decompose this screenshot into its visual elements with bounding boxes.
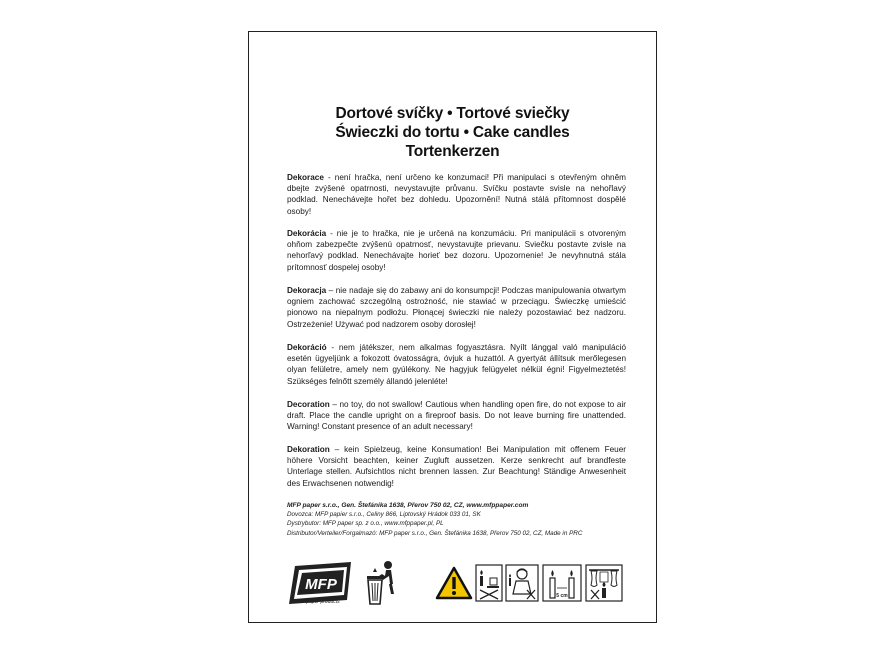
no-curtain-fire-icon [585,564,623,602]
paragraph-text: – nie nadaje się do zabawy ani do konsumpcji! Podczas manipulowania otwartym ogniem zachować szczególną ostrożność, nie stawiać w przeciągu. Świeczkę umieścić pionowo na niepalnym podłożu. Płonącej świeczki nie należy pozostawiać bez nadzoru. Ostrzeżenie! Używać pod nadzorem osoby dorosłej! [287,286,626,329]
paragraph-lead: Dekoracja [287,286,327,295]
paragraph-sk [287,228,626,273]
icon-row [285,558,630,610]
title-line-3: Tortenkerzen [405,143,500,160]
paragraph-text: - není hračka, není určeno ke konzumaci! Při manipulaci s otevřeným ohněm dbejte zvýšené opatrnosti, nevystavujte průvanu. Svíčku postavte svisle na nehořlavý podklad. Nenechávejte hořet bez dohledu. Upozornění! Nutná stálá přítomnost dospělé osoby! [287,173,626,216]
paragraph-hu [287,342,626,387]
paragraph-text: – kein Spielzeug, keine Konsumation! Bei Manipulation mit offenem Feuer höhere Vorsicht beachten, keiner Zugluft aussetzen. Kerze senkrecht auf brandfeste Unterlage stellen. Aufsichtlos nicht brennen lassen. Zur Beachtung! Ständige Anwesenheit des Erwachsenen notwendig! [287,445,626,488]
paragraph-en [287,399,626,433]
distributor-info [287,501,626,538]
paragraph-cz [287,172,626,217]
manufacturer-line: MFP paper s.r.o., Gen. Štefánika 1638, Přerov 750 02, CZ, www.mfppaper.com [287,502,529,509]
paragraph-pl [287,285,626,330]
candle-spacing-5cm-icon [542,564,582,602]
paragraph-text: - nie je to hračka, nie je určená na konzumáciu. Pri manipulácii s otvoreným ohňom zabezpečte zvýšenú opatrnosť, nevystavujte prievanu. Sviečku postavte zvisle na nehorľavý podklad. Nenechávajte horieť bez dozoru. Upozornenie! Je nevyhnutná stála prítomnosť dospelej osoby! [287,229,626,272]
logo-text: MFP [305,576,337,593]
paragraph-lead: Dekorace [287,173,324,182]
title-line-1: Dortové svíčky • Tortové sviečky [335,105,570,122]
label-title [249,104,656,161]
paragraph-de [287,444,626,489]
tidyman-recycle-icon [361,560,401,606]
paragraph-lead: Dekorácia [287,229,327,238]
paragraph-lead: Dekoráció [287,343,327,352]
no-candle-near-child-icon [475,564,503,602]
paragraph-lead: Decoration [287,400,330,409]
logo-subtext: paper products [306,599,340,604]
paragraph-text: - nem játékszer, nem alkalmas fogyasztásra. Nyílt lánggal való manipuláció esetén ügyeljünk a fokozott óvatosságra, óvjuk a huzattól. A gyertyát állítsuk merőlegesen olyan felületre, amely nem gyúlékony. Ne hagyjuk felügyelet nélkül égni! Figyelmeztetés! Szükséges felnőtt személy állandó jelenléte! [287,343,626,386]
mfp-logo-icon [285,562,355,604]
spacing-label: 5 cm [556,593,568,599]
paragraph-text: – no toy, do not swallow! Cautious when handling open fire, do not expose to air draft. Place the candle upright on a fireproof basis. Do not leave burning fire unattended. Warning! Constant presence of an adult necessary! [287,400,626,432]
distributor-line: Distributor/Verteiler/Forgalmazó: MFP paper s.r.o., Gen. Štefánika 1638, Přerov 750 02, CZ, Made in PRC [287,529,583,537]
importer-line: Dovozca: MFP papier s.r.o., Celiny 866, Liptovský Hrádok 033 01, SK [287,511,481,519]
paragraph-lead: Dekoration [287,445,330,454]
warning-icon [435,566,473,600]
distributor-pl-line: Dystrybutor: MFP paper sp. z o.o., www.mfppaper.pl, PL [287,520,444,528]
candle-label [248,31,657,623]
title-line-2: Świeczki do tortu • Cake candles [335,124,570,141]
child-with-candle-icon [505,564,539,602]
